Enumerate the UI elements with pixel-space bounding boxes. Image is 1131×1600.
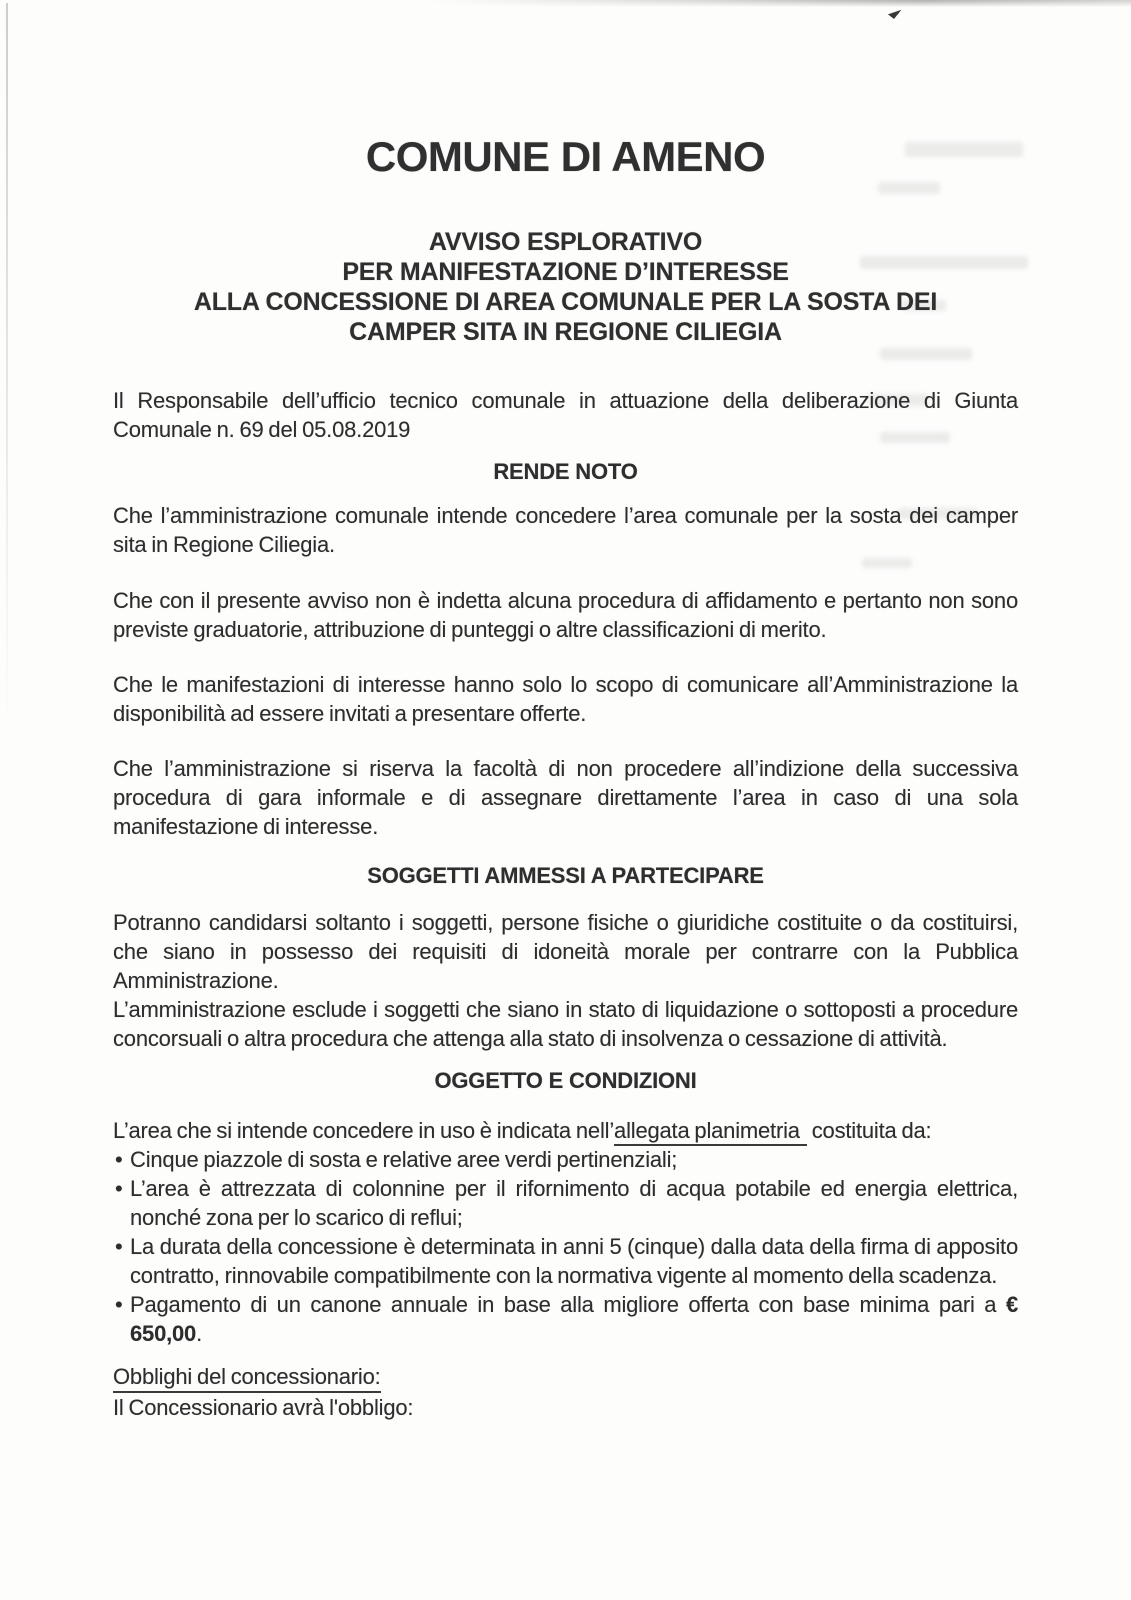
page-title: COMUNE DI AMENO bbox=[365, 133, 766, 180]
scan-edge-artifact bbox=[6, 3, 8, 763]
bullet-icon: • bbox=[115, 1234, 123, 1259]
list-item-text: L’area è attrezzata di colonnine per il rifornimento di acqua potabile ed energia elettrica, nonché zona per lo scarico di reflui; bbox=[130, 1176, 1018, 1230]
list-item bbox=[113, 1174, 1018, 1232]
obblighi-line: Il Concessionario avrà l'obbligo: bbox=[113, 1395, 414, 1420]
bullet-icon: • bbox=[115, 1176, 123, 1201]
obblighi-section bbox=[113, 1362, 1018, 1422]
underlined-phrase: allegata planimetria bbox=[614, 1118, 807, 1146]
paragraph: Che con il presente avviso non è indetta alcuna procedura di affidamento e pertanto non sono previste graduatorie, attribuzione di punteggi o altre classificazioni di merito. bbox=[113, 588, 1018, 642]
obblighi-heading: Obblighi del concessionario: bbox=[113, 1362, 381, 1393]
paragraph: Che l’amministrazione si riserva la facoltà di non procedere all’indizione della successiva procedura di gara informale e di assegnare direttamente l’area in caso di una sola manifestazione di interesse. bbox=[113, 756, 1018, 839]
lead-text-post: costituita da: bbox=[806, 1118, 932, 1143]
list-item-text: . bbox=[196, 1321, 203, 1346]
lead-text-pre: L’area che si intende concedere in uso è indicata nell’ bbox=[113, 1118, 615, 1143]
list-item-text: Cinque piazzole di sosta e relative aree verdi pertinenziali; bbox=[130, 1147, 678, 1172]
bullet-icon: • bbox=[115, 1147, 123, 1172]
paragraph: Che le manifestazioni di interesse hanno solo lo scopo di comunicare all’Amministrazione la disponibilità ad essere invitati a presentare offerte. bbox=[113, 672, 1018, 726]
subtitle-line: PER MANIFESTAZIONE D’INTERESSE bbox=[342, 258, 789, 286]
list-item bbox=[113, 1232, 1018, 1290]
list-item bbox=[113, 1145, 1018, 1174]
intro-paragraph: Il Responsabile dell’ufficio tecnico comunale in attuazione della deliberazione di Giunta Comunale n. 69 del 05.08.2019 bbox=[113, 388, 1018, 442]
obblighi-heading-row bbox=[113, 1362, 1018, 1393]
paragraph: Che l’amministrazione comunale intende concedere l’area comunale per la sosta dei camper sita in Regione Ciliegia. bbox=[113, 503, 1018, 557]
list-item-text: Pagamento di un canone annuale in base alla migliore offerta con base minima pari a bbox=[130, 1292, 1006, 1317]
paragraph: Potranno candidarsi soltanto i soggetti, persone fisiche o giuridiche costituite o da costituirsi, che siano in possesso dei requisiti di idoneità morale per contrarre con la Pubblica Amministrazione. bbox=[113, 910, 1018, 993]
paragraph: L’amministrazione esclude i soggetti che siano in stato di liquidazione o sottoposti a procedure concorsuali o altra procedura che attenga alla stato di insolvenza o cessazione di attività. bbox=[113, 997, 1018, 1051]
section-heading-soggetti: SOGGETTI AMMESSI A PARTECIPARE bbox=[367, 863, 764, 888]
document-subtitle bbox=[113, 227, 1018, 347]
bullet-icon: • bbox=[115, 1292, 123, 1317]
subtitle-line: ALLA CONCESSIONE DI AREA COMUNALE PER LA SOSTA DEI bbox=[193, 288, 938, 316]
subtitle-line: AVVISO ESPLORATIVO bbox=[428, 228, 703, 256]
list-item-text: La durata della concessione è determinata in anni 5 (cinque) dalla data della firma di apposito contratto, rinnovabile compatibilmente con la normativa vigente al momento della scadenza. bbox=[130, 1234, 1018, 1288]
subtitle-line: CAMPER SITA IN REGIONE CILIEGIA bbox=[349, 318, 782, 346]
fee-amount: € 650,00 bbox=[130, 1292, 1018, 1346]
section-heading-oggetto: OGGETTO E CONDIZIONI bbox=[434, 1068, 697, 1093]
paragraph-lead bbox=[113, 1116, 1018, 1145]
section-heading-rende-noto: RENDE NOTO bbox=[493, 459, 638, 484]
bullet-list bbox=[113, 1145, 1018, 1348]
list-item bbox=[113, 1290, 1018, 1348]
